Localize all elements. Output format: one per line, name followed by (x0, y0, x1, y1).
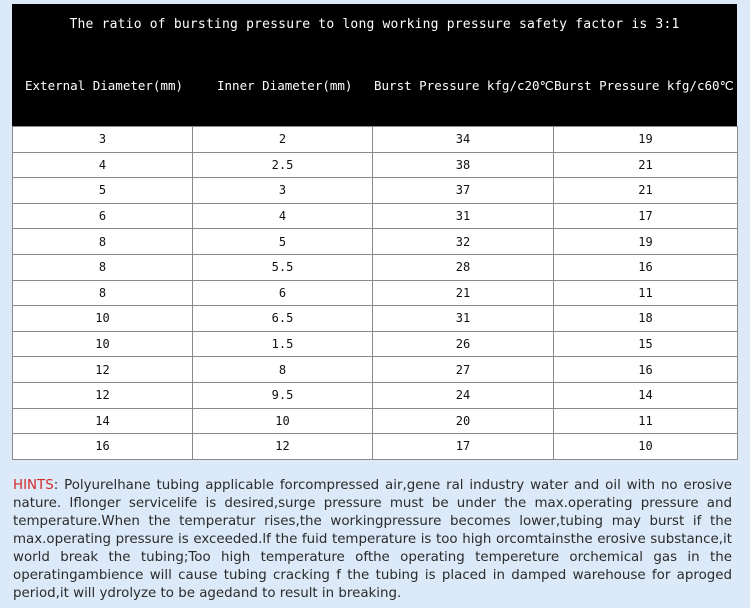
external-diameter-cell: 10 (13, 306, 193, 332)
table-row (13, 306, 738, 332)
header-title: The ratio of bursting pressure to long working pressure safety factor is 3:1 (69, 17, 680, 32)
table-row (13, 203, 738, 229)
table-header (12, 4, 737, 126)
inner-diameter-cell: 2 (193, 127, 373, 153)
inner-diameter-cell: 9.5 (193, 382, 373, 408)
hints-paragraph (13, 477, 732, 603)
external-diameter-cell: 5 (13, 178, 193, 204)
inner-diameter-cell: 8 (193, 357, 373, 383)
inner-diameter-cell: 2.5 (193, 152, 373, 178)
external-diameter-cell: 4 (13, 152, 193, 178)
burst-60c-cell: 19 (554, 127, 738, 153)
burst-20c-cell: 28 (373, 254, 554, 280)
table-row (13, 357, 738, 383)
burst-60c-cell: 11 (554, 408, 738, 434)
burst-20c-cell: 31 (373, 306, 554, 332)
inner-diameter-cell: 6 (193, 280, 373, 306)
external-diameter-cell: 8 (13, 280, 193, 306)
table-row (13, 331, 738, 357)
burst-20c-cell: 37 (373, 178, 554, 204)
inner-diameter-cell: 1.5 (193, 331, 373, 357)
burst-20c-cell: 21 (373, 280, 554, 306)
table-row (13, 434, 738, 460)
inner-diameter-cell: 5.5 (193, 254, 373, 280)
table-row (13, 152, 738, 178)
external-diameter-cell: 14 (13, 408, 193, 434)
burst-60c-cell: 14 (554, 382, 738, 408)
burst-60c-cell: 18 (554, 306, 738, 332)
table-row (13, 127, 738, 153)
burst-60c-cell: 21 (554, 152, 738, 178)
table-row (13, 382, 738, 408)
external-diameter-cell: 12 (13, 382, 193, 408)
hints-text: : Polyurelhane tubing applicable forcompressed air,gene ral industry water and oil with no erosive nature. Iflonger servicelife is desired,surge pressure must be under the max.operating pressure and temperature.When the temperatur rises,the workingpressure becomes lower,tubing may burst if the max.operating pressure is exceeded.lf the fuid temperature is too high orcomtainsthe erosive substance,it world break the tubing;Too high temperature ofthe operating tempereture orchemical gas in the operatingambience will cause tubing cracking f the tubing is placed in damped warehouse for aproged period,it will ydrolyze to be agedand to result in breaking. (13, 478, 732, 601)
inner-diameter-cell: 5 (193, 229, 373, 255)
external-diameter-cell: 6 (13, 203, 193, 229)
burst-20c-cell: 31 (373, 203, 554, 229)
inner-diameter-cell: 10 (193, 408, 373, 434)
external-diameter-cell: 10 (13, 331, 193, 357)
external-diameter-cell: 8 (13, 254, 193, 280)
table-row (13, 280, 738, 306)
burst-60c-cell: 11 (554, 280, 738, 306)
burst-20c-cell: 34 (373, 127, 554, 153)
column-header-external-diameter: External Diameter(mm) (25, 78, 184, 93)
burst-60c-cell: 19 (554, 229, 738, 255)
column-header-burst-20c: Burst Pressure kfg/c20℃ (374, 78, 554, 93)
burst-60c-cell: 10 (554, 434, 738, 460)
burst-60c-cell: 15 (554, 331, 738, 357)
column-header-burst-60c: Burst Pressure kfg/c60℃ (554, 78, 734, 93)
external-diameter-cell: 16 (13, 434, 193, 460)
burst-20c-cell: 17 (373, 434, 554, 460)
burst-20c-cell: 32 (373, 229, 554, 255)
burst-20c-cell: 20 (373, 408, 554, 434)
burst-20c-cell: 24 (373, 382, 554, 408)
external-diameter-cell: 12 (13, 357, 193, 383)
hints-label: HINTS (13, 478, 54, 493)
spec-table (12, 126, 738, 460)
inner-diameter-cell: 12 (193, 434, 373, 460)
external-diameter-cell: 8 (13, 229, 193, 255)
burst-60c-cell: 16 (554, 254, 738, 280)
inner-diameter-cell: 4 (193, 203, 373, 229)
burst-20c-cell: 26 (373, 331, 554, 357)
table-row (13, 408, 738, 434)
inner-diameter-cell: 6.5 (193, 306, 373, 332)
external-diameter-cell: 3 (13, 127, 193, 153)
column-headers (12, 78, 737, 98)
table-row (13, 229, 738, 255)
burst-20c-cell: 27 (373, 357, 554, 383)
table-row (13, 254, 738, 280)
burst-60c-cell: 16 (554, 357, 738, 383)
burst-60c-cell: 21 (554, 178, 738, 204)
table-row (13, 178, 738, 204)
burst-20c-cell: 38 (373, 152, 554, 178)
burst-60c-cell: 17 (554, 203, 738, 229)
column-header-inner-diameter: Inner Diameter(mm) (217, 78, 353, 93)
inner-diameter-cell: 3 (193, 178, 373, 204)
